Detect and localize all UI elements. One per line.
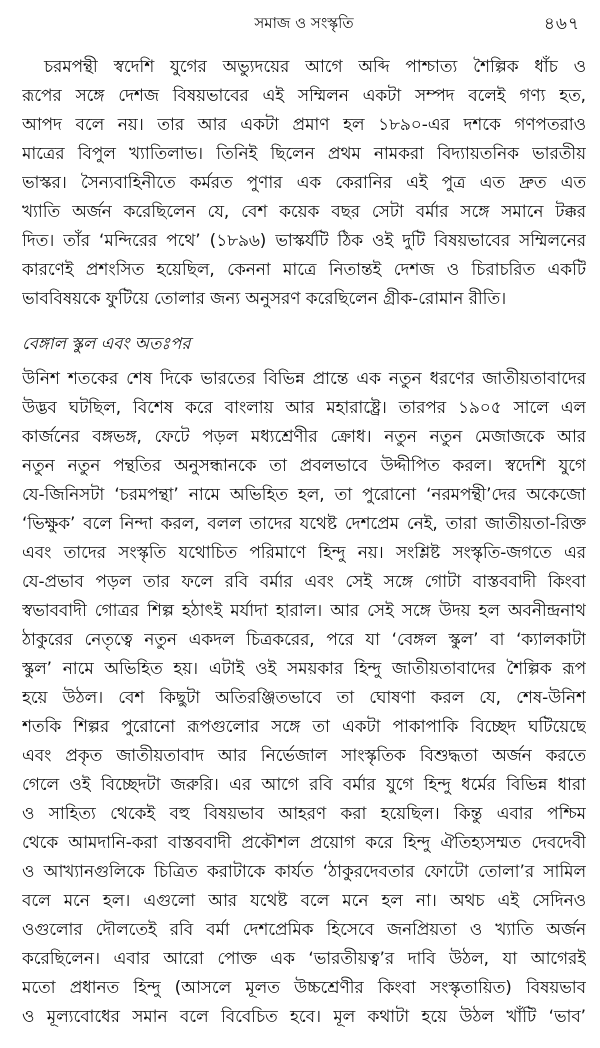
- paragraph-1: [22, 52, 586, 313]
- text-line: এবং তাদের সংস্কৃতি যথোচিত পরিমাণে হিন্দু নয়। সংশ্লিষ্ট সংস্কৃতি-জগতে এর: [22, 542, 586, 562]
- text-line: নতুন নতুন পন্থতির অনুসন্ধানকে তা প্রবলভাবে উদ্দীপিত করল। স্বদেশি যুগে: [22, 455, 586, 475]
- text-line: থেকে আমদানি-করা বাস্তববাদী প্রকৌশল প্রয়োগ করে হিন্দু ঐতিহ্যসম্মত দেবদেবী: [22, 832, 586, 852]
- text-line: মাত্রের বিপুল খ্যাতিলাভ। তিনিই ছিলেন প্রথম নামকরা বিদ্যায়তনিক ভারতীয়: [22, 143, 586, 163]
- text-line: হয়ে উঠল। বেশ কিছুটা অতিরঞ্জিতভাবে তা ঘোষণা করল যে, শেষ-উনিশ: [22, 687, 586, 707]
- text-line: উনিশ শতকের শেষ দিকে ভারতের বিভিন্ন প্রান্তে এক নতুন ধরণের জাতীয়তাবাদের: [22, 368, 586, 388]
- text-line: যে-প্রভাব পড়ল তার ফলে রবি বর্মার এবং সেই সঙ্গে গোটা বাস্তববাদী কিংবা: [22, 571, 586, 591]
- text-line: করেছিলেন। এবার আরো পোক্ত এক ‘ভারতীয়ত্ব’র দাবি উঠল, যা আগেরই: [22, 948, 586, 968]
- text-line: বলে মনে হল। এগুলো আর যথেষ্ট বলে মনে হল না। অথচ এই সেদিনও: [22, 890, 586, 910]
- text-line: রূপের সঙ্গে দেশজ বিষয়ভাবের এই সম্মিলন একটা সম্পদ বলেই গণ্য হত,: [22, 85, 586, 105]
- text-line: ভাববিষয়কে ফুটিয়ে তোলার জন্য অনুসরণ করেছিলেন গ্রীক-রোমান রীতি।: [22, 288, 507, 308]
- text-line: এবং প্রকৃত জাতীয়তাবাদ আর নির্ভেজাল সাংস্কৃতিক বিশুদ্ধতা অর্জন করতে: [22, 745, 586, 765]
- running-title: সমাজ ও সংস্কৃতি: [254, 14, 354, 32]
- page-number: ৪৬৭: [543, 14, 580, 34]
- text-line: স্বভাববাদী গোত্রর শিল্প হঠাৎই মর্যাদা হারাল। আর সেই সঙ্গে উদয় হল অবনীন্দ্রনাথ: [22, 600, 586, 620]
- text-line: আপদ বলে নয়। তার আর একটা প্রমাণ হল ১৮৯০-এর দশকে গণপতরাও: [22, 114, 586, 134]
- text-line: ও সাহিত্য থেকেই বহু বিষয়ভাব আহরণ করা হয়েছিল। কিন্তু এবার পশ্চিম: [22, 803, 586, 823]
- text-line: কারণেই প্রশংসিত হয়েছিল, কেননা মাত্রে নিতান্তই দেশজ ও চিরাচরিত একটি: [22, 259, 586, 279]
- text-line: শতকি শিল্পর পুরোনো রূপগুলোর সঙ্গে তা একটা পাকাপাকি বিচ্ছেদ ঘটিয়েছে: [22, 716, 586, 736]
- text-line: ও আখ্যানগুলিকে চিত্রিত করাটাকে কার্যত ‘ঠাকুরদেবতার ফোটো তোলা’র সামিল: [22, 861, 586, 881]
- paragraph-2: [22, 364, 586, 1031]
- text-line: ও মূল্যবোধের সমান বলে বিবেচিত হবে। মূল কথাটা হয়ে উঠল খাঁটি ‘ভাব’: [22, 1006, 586, 1026]
- text-line: গেলে ওই বিচ্ছেদটা জরুরি। এর আগে রবি বর্মার যুগে হিন্দু ধর্মের বিভিন্ন ধারা: [22, 774, 586, 794]
- text-line: ‘ভিক্ষুক’ বলে নিন্দা করল, বলল তাদের যথেষ্ট দেশপ্রেম নেই, তারা জাতীয়তা-রিক্ত: [22, 513, 586, 533]
- text-line: খ্যাতি অর্জন করেছিলেন যে, বেশ কয়েক বছর সেটা বর্মার সঙ্গে সমানে টক্কর: [22, 201, 586, 221]
- text-line: কার্জনের বঙ্গভঙ্গ, ফেটে পড়ল মধ্যশ্রেণীর ক্রোধ। নতুন নতুন মেজাজকে আর: [22, 426, 586, 446]
- text-line: উদ্ভব ঘটছিল, বিশেষ করে বাংলায় আর মহারাষ্ট্রে। তারপর ১৯০৫ সালে এল: [22, 397, 586, 417]
- text-line: ঠাকুরের নেতৃত্বে নতুন একদল চিত্রকরের, পরে যা ‘বেঙ্গল স্কুল’ বা ‘ক্যালকাটা: [22, 629, 586, 649]
- running-header: [22, 0, 586, 52]
- text-line: যে-জিনিসটা ‘চরমপন্থা’ নামে অভিহিত হল, তা পুরোনো ‘নরমপন্থী’দের অকেজো: [22, 484, 586, 504]
- text-line: মতো প্রধানত হিন্দু (আসলে মূলত উচ্চশ্রেণীর কিংবা সংস্কৃতায়িত) বিষয়ভাব: [22, 977, 586, 997]
- text-line: ভাস্কর। সৈন্যবাহিনীতে কর্মরত পুণার এক কেরানির এই পুত্র এত দ্রুত এত: [22, 172, 586, 192]
- text-line: স্কুল’ নামে অভিহিত হয়। এটাই ওই সময়কার হিন্দু জাতীয়তাবাদের শৈল্পিক রূপ: [22, 658, 586, 678]
- section-heading: বেঙ্গাল স্কুল এবং অতঃপর: [22, 334, 191, 353]
- text-line: চরমপন্থী স্বদেশি যুগের অভ্যুদয়ের আগে অব্দি পাশ্চাত্য শৈল্পিক ধাঁচ ও: [44, 56, 586, 76]
- text-line: ওগুলোর দৌলতেই রবি বর্মা দেশপ্রেমিক হিসেবে জনপ্রিয়তা ও খ্যাতি অর্জন: [22, 919, 586, 939]
- text-line: দিত। তাঁর ‘মন্দিরের পথে’ (১৮৯৬) ভাস্কর্যটি ঠিক ওই দুটি বিষয়ভাবের সম্মিলনের: [22, 230, 586, 250]
